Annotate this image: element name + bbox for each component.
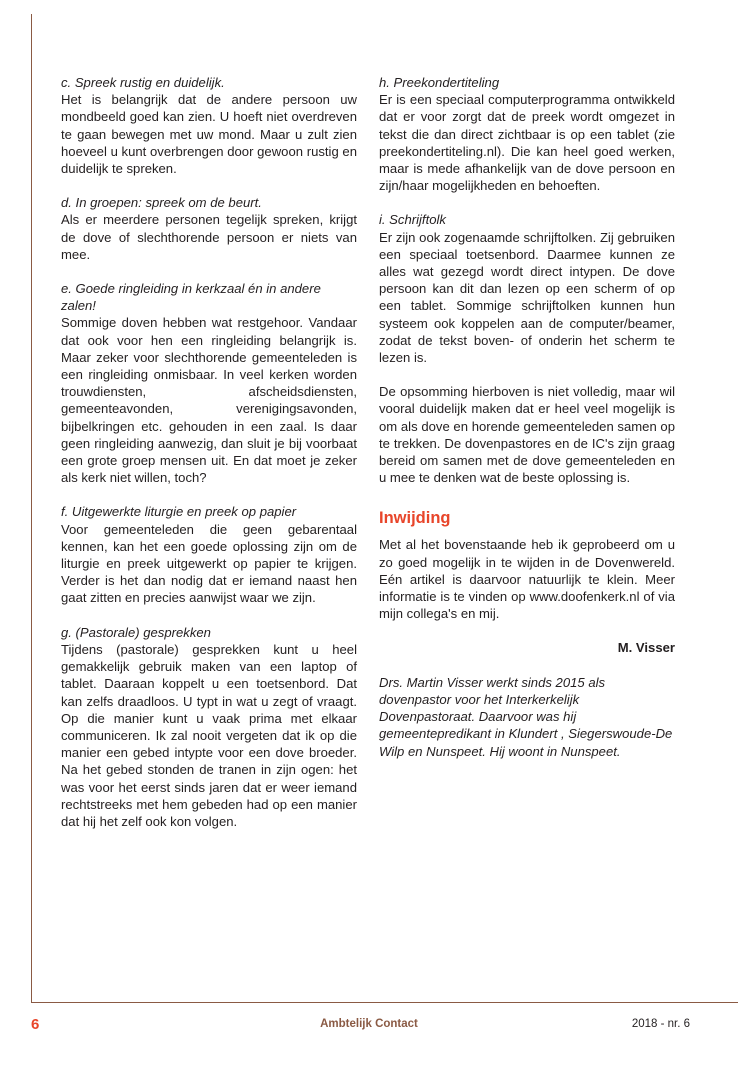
tip-heading: g. (Pastorale) gesprekken [61,624,211,640]
section-body: Met al het bovenstaande heb ik geprobeerd om u zo goed mogelijk in te wijden in de Dovenwereld. Eén artikel is daarvoor natuurlijk te klein. Meer informatie is te vinden op www.doofenkerk.nl of via mijn collega's en mij. [379,537,675,622]
issue-label: 2018 - nr. 6 [631,1018,690,1030]
left-column [61,74,357,847]
footer-rule [31,1002,738,1003]
tip-block-d [61,194,357,263]
tip-heading: d. In groepen: spreek om de beurt. [61,195,262,211]
tip-body: Er is een speciaal computerprogramma ontwikkeld dat er voor zorgt dat de preek wordt omgezet in tekst die dan direct zichtbaar is op een tablet (zie preekondertiteling.nl). Die kan heel goed werken, maar is mede afhankelijk van de dove persoon en zijn/haar mogelijkheden en behoeften. [379,92,675,194]
tip-heading: i. Schrijftolk [379,212,446,228]
signature-block [379,639,675,656]
tip-body: Voor gemeenteleden die geen gebarentaal kennen, kan het een goede oplossing zijn om de liturgie en preek uitgewerkt op papier te krijgen. Verder is het dan nodig dat er iemand naast hen gaat zitten en precies aanwijst waar we zijn. [61,521,357,606]
tip-heading: c. Spreek rustig en duidelijk. [61,75,225,90]
tip-body: Het is belangrijk dat de andere persoon uw mondbeeld goed kan zien. U hoeft niet overdreven te gaan bewegen met uw mond. Maar u zult zien hoeveel u kunt overbrengen door gewoon rustig en duidelijk te spreken. [61,92,357,177]
author-signature: M. Visser [617,640,675,656]
vertical-margin-rule [31,14,32,1003]
page-footer [0,1016,738,1036]
tip-block-c [61,74,357,177]
tip-block-f [61,503,357,606]
tip-body: Als er meerdere personen tegelijk spreken, krijgt de dove of slechthorende persoon er niets van mee. [61,212,357,262]
tip-heading: h. Preekondertiteling [379,75,500,90]
tip-body: Tijdens (pastorale) gesprekken kunt u heel gemakkelijk gebruik maken van een laptop of tablet. Daaraan koppelt u een toetsenbord. Dat kan zelfs draadloos. U typt in wat u zegt of vraagt. Op die manier kunt u vaak prima met elkaar communiceren. Ik zal nooit vergeten dat ik op die manier een gebed intypte voor een dove broeder. Na het gebed stonden de tranen in zijn ogen: het was voor het eerst sinds jaren dat er weer iemand rechtstreeks met hem gebeden had op een manier dat hij het zelf ook kon volgen. [61,641,357,829]
tip-body: Er zijn ook zogenaamde schrijftolken. Zij gebruiken een speciaal toetsenbord. Daarmee kunnen ze alles wat gezegd wordt direct intypen. De dove persoon kan dit dan lezen op een scherm of op een tablet. Sommige schrijftolken kunnen hun systeem ook koppelen aan de computer/beamer, zodat de tekst boven- of onderin het scherm te lezen is. [379,229,675,366]
right-column [379,74,675,777]
tip-heading: f. Uitgewerkte liturgie en preek op papier [61,504,297,520]
section-title-inwijding: Inwijding [379,509,451,528]
tip-block-h [379,74,675,194]
tip-heading: e. Goede ringleiding in kerkzaal én in andere zalen! [61,281,321,314]
section-body-block [379,536,675,622]
magazine-title: Ambtelijk Contact [320,1018,418,1030]
tip-block-g [61,624,357,830]
tip-block-e [61,280,357,486]
tip-body: Sommige doven hebben wat restgehoor. Vandaar dat ook voor hen een ringleiding belangrijk is. Maar zeker voor slechthorende gemeenteleden is een ringleiding onmisbaar. In veel kerken worden trouwdiensten, afscheidsdiensten, gemeenteavonden, verenigingsavonden, bijbelkringen etc. gehouden in een zaal. Is daar geen ringleiding aanwezig, dan sluit je bij voorbaat een grote groep mensen uit. En dat moet je zeker als kerk niet willen, toch? [61,315,357,486]
summary-block [379,383,675,486]
bio-block [379,674,675,760]
tip-block-i [379,211,675,366]
author-bio: Drs. Martin Visser werkt sinds 2015 als dovenpastor voor het Interkerkelijk Dovenpastoraat. Daarvoor was hij gemeentepredikant in Klundert , Siegerswoude-De Wilp en Nunspeet. Hij woont in Nunspeet. [379,674,673,759]
summary-paragraph: De opsomming hierboven is niet volledig, maar wil vooral duidelijk maken dat er heel veel mogelijk is om als dove en horende gemeenteleden samen op te trekken. De dovenpastores en de IC's zijn graag bereid om samen met de dove gemeenteleden en u mee te denken wat de beste oplossing is. [379,384,675,486]
page-number: 6 [31,1016,40,1033]
